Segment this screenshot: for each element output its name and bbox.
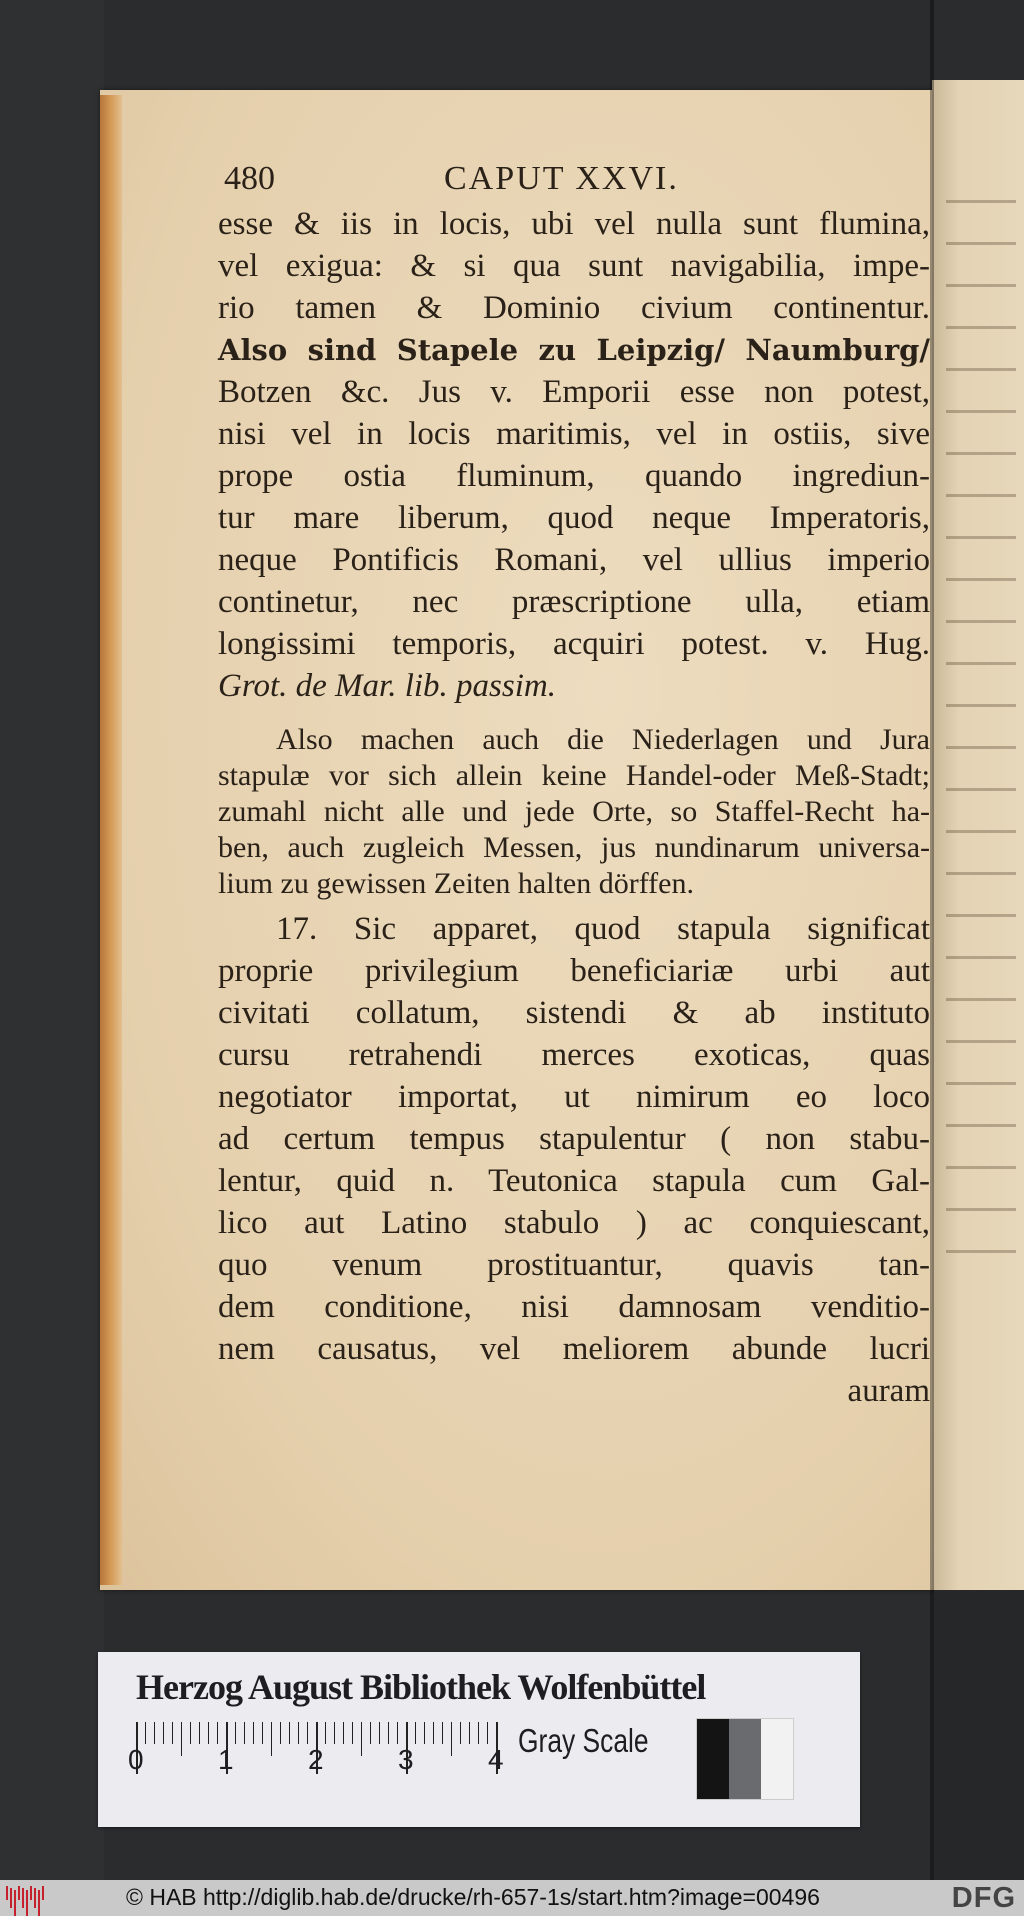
text-line: proprie privilegium beneficiariæ urbi aut	[218, 953, 930, 989]
bleed-through-line	[946, 956, 1016, 959]
ruler-tick	[442, 1722, 443, 1744]
library-name: Herzog August Bibliothek Wolfenbüttel	[136, 1667, 706, 1707]
text-line: Also sind Stapele zu Leipzig/ Naumburg/	[218, 333, 930, 367]
ruler-tick	[208, 1722, 209, 1744]
text-line: lico aut Latino stabulo ) ac conquiescant,	[218, 1205, 930, 1241]
ruler-tick	[415, 1722, 416, 1744]
text-line: lium zu gewissen Zeiten halten dörffen.	[218, 867, 694, 900]
bleed-through-line	[946, 788, 1016, 791]
text-line: quo venum prostituantur, quavis tan-	[218, 1247, 930, 1283]
bleed-through-line	[946, 452, 1016, 455]
text-line: ad certum tempus stapulentur ( non stabu-	[218, 1121, 930, 1157]
bleed-through-line	[946, 368, 1016, 371]
ruler-tick	[361, 1722, 362, 1756]
ruler-tick	[298, 1722, 299, 1744]
ruler-tick	[460, 1722, 461, 1744]
bleed-through-line	[946, 1082, 1016, 1085]
bleed-through-line	[946, 998, 1016, 1001]
scan-background-right	[934, 1590, 1024, 1880]
bleed-through-line	[946, 746, 1016, 749]
latin-paragraph-1	[218, 203, 930, 707]
ruler-tick	[217, 1722, 218, 1744]
ruler-number: 2	[308, 1744, 324, 1775]
bleed-through-line	[946, 872, 1016, 875]
text-line: 17. Sic apparet, quod stapula significat	[276, 911, 930, 947]
text-line: cursu retrahendi merces exoticas, quas	[218, 1037, 930, 1073]
hab-logo-icon	[6, 1886, 46, 1912]
gray-swatch	[761, 1719, 793, 1799]
gray-scale-label: Gray Scale	[518, 1722, 649, 1759]
bleed-through-line	[946, 284, 1016, 287]
ruler-tick	[235, 1722, 236, 1744]
ruler-tick	[397, 1722, 398, 1744]
copyright-url[interactable]: © HAB http://diglib.hab.de/drucke/rh-657-1s/start.htm?image=00496	[126, 1884, 820, 1910]
bleed-through-line	[946, 242, 1016, 245]
adjacent-page-strip	[932, 80, 1024, 1590]
ruler-tick	[253, 1722, 254, 1744]
ruler-tick	[424, 1722, 425, 1744]
text-line: auram	[847, 1373, 930, 1409]
latin-paragraph-17	[218, 908, 930, 1412]
text-line: stapulæ vor sich allein keine Handel-oder Meß-Stadt;	[218, 759, 930, 792]
page-edge	[100, 95, 122, 1585]
text-line: tur mare liberum, quod neque Imperatoris,	[218, 500, 930, 536]
ruler-tick	[199, 1722, 200, 1744]
ruler-tick	[181, 1722, 182, 1756]
ruler-tick	[271, 1722, 272, 1756]
bleed-through-line	[946, 914, 1016, 917]
bleed-through-line	[946, 1208, 1016, 1211]
ruler-tick	[388, 1722, 389, 1744]
text-line: neque Pontificis Romani, vel ullius imperio	[218, 542, 930, 578]
ruler-tick	[478, 1722, 479, 1744]
german-paragraph	[218, 722, 930, 902]
ruler-tick	[334, 1722, 335, 1744]
page-header	[224, 160, 764, 204]
gray-swatch	[697, 1719, 729, 1799]
bleed-through-line	[946, 662, 1016, 665]
ruler-tick	[145, 1722, 146, 1744]
bleed-through-line	[946, 410, 1016, 413]
bleed-through-line	[946, 1040, 1016, 1043]
ruler-tick	[487, 1722, 488, 1744]
ruler-tick	[262, 1722, 263, 1744]
bleed-through-line	[946, 1250, 1016, 1253]
bleed-through-line	[946, 704, 1016, 707]
text-line: esse & iis in locis, ubi vel nulla sunt flumina,	[218, 206, 930, 242]
ruler-number: 4	[488, 1744, 504, 1775]
text-line: prope ostia fluminum, quando ingrediun-	[218, 458, 930, 494]
ruler-tick	[379, 1722, 380, 1744]
text-line: continetur, nec præscriptione ulla, etiam	[218, 584, 930, 620]
running-head: CAPUT XXVI.	[444, 160, 679, 197]
bleed-through-line	[946, 1166, 1016, 1169]
bleed-through-line	[946, 1124, 1016, 1127]
bleed-through-line	[946, 494, 1016, 497]
text-line: civitati collatum, sistendi & ab instituto	[218, 995, 930, 1031]
ruler-tick	[469, 1722, 470, 1744]
bleed-through-line	[946, 536, 1016, 539]
text-line: dem conditione, nisi damnosam venditio-	[218, 1289, 930, 1325]
page-number: 480	[224, 160, 275, 197]
text-line: lentur, quid n. Teutonica stapula cum Gal-	[218, 1163, 930, 1199]
text-line: Also machen auch die Niederlagen und Jura	[276, 723, 930, 756]
ruler-tick	[307, 1722, 308, 1744]
text-line: rio tamen & Dominio civium continentur.	[218, 290, 930, 326]
text-line: longissimi temporis, acquiri potest. v. Hug.	[218, 626, 930, 662]
library-color-card	[98, 1652, 860, 1827]
ruler-number: 3	[398, 1744, 414, 1775]
text-line: ben, auch zugleich Messen, jus nundinarum universa-	[218, 831, 930, 864]
bleed-through-line	[946, 200, 1016, 203]
ruler-tick	[343, 1722, 344, 1744]
text-line: Botzen &c. Jus v. Emporii esse non potest,	[218, 374, 930, 410]
ruler-number: 1	[218, 1744, 234, 1775]
ruler-tick	[451, 1722, 452, 1756]
text-line: negotiator importat, ut nimirum eo loco	[218, 1079, 930, 1115]
footer-bar	[0, 1880, 1024, 1916]
gray-swatch	[729, 1719, 761, 1799]
bleed-through-line	[946, 326, 1016, 329]
text-line: Grot. de Mar. lib. passim.	[218, 668, 556, 704]
bleed-through-line	[946, 830, 1016, 833]
ruler-tick	[352, 1722, 353, 1744]
ruler-tick	[325, 1722, 326, 1744]
text-line: nem causatus, vel meliorem abunde lucri	[218, 1331, 930, 1367]
ruler-tick	[280, 1722, 281, 1744]
text-line: nisi vel in locis maritimis, vel in ostiis, sive	[218, 416, 930, 452]
gray-scale-swatches	[696, 1718, 794, 1800]
ruler-number: 0	[128, 1744, 144, 1775]
ruler-tick	[190, 1722, 191, 1744]
ruler-tick	[154, 1722, 155, 1744]
bleed-through-line	[946, 620, 1016, 623]
bleed-through-line	[946, 578, 1016, 581]
ruler-tick	[163, 1722, 164, 1744]
ruler-tick	[370, 1722, 371, 1744]
ruler-tick	[289, 1722, 290, 1744]
ruler-tick	[433, 1722, 434, 1744]
ruler-tick	[244, 1722, 245, 1744]
text-line: zumahl nicht alle und jede Orte, so Staffel-Recht ha-	[218, 795, 930, 828]
text-line: vel exigua: & si qua sunt navigabilia, impe-	[218, 248, 930, 284]
ruler-tick	[172, 1722, 173, 1744]
dfg-logo: DFG	[951, 1882, 1016, 1914]
scan-background	[0, 0, 104, 1880]
